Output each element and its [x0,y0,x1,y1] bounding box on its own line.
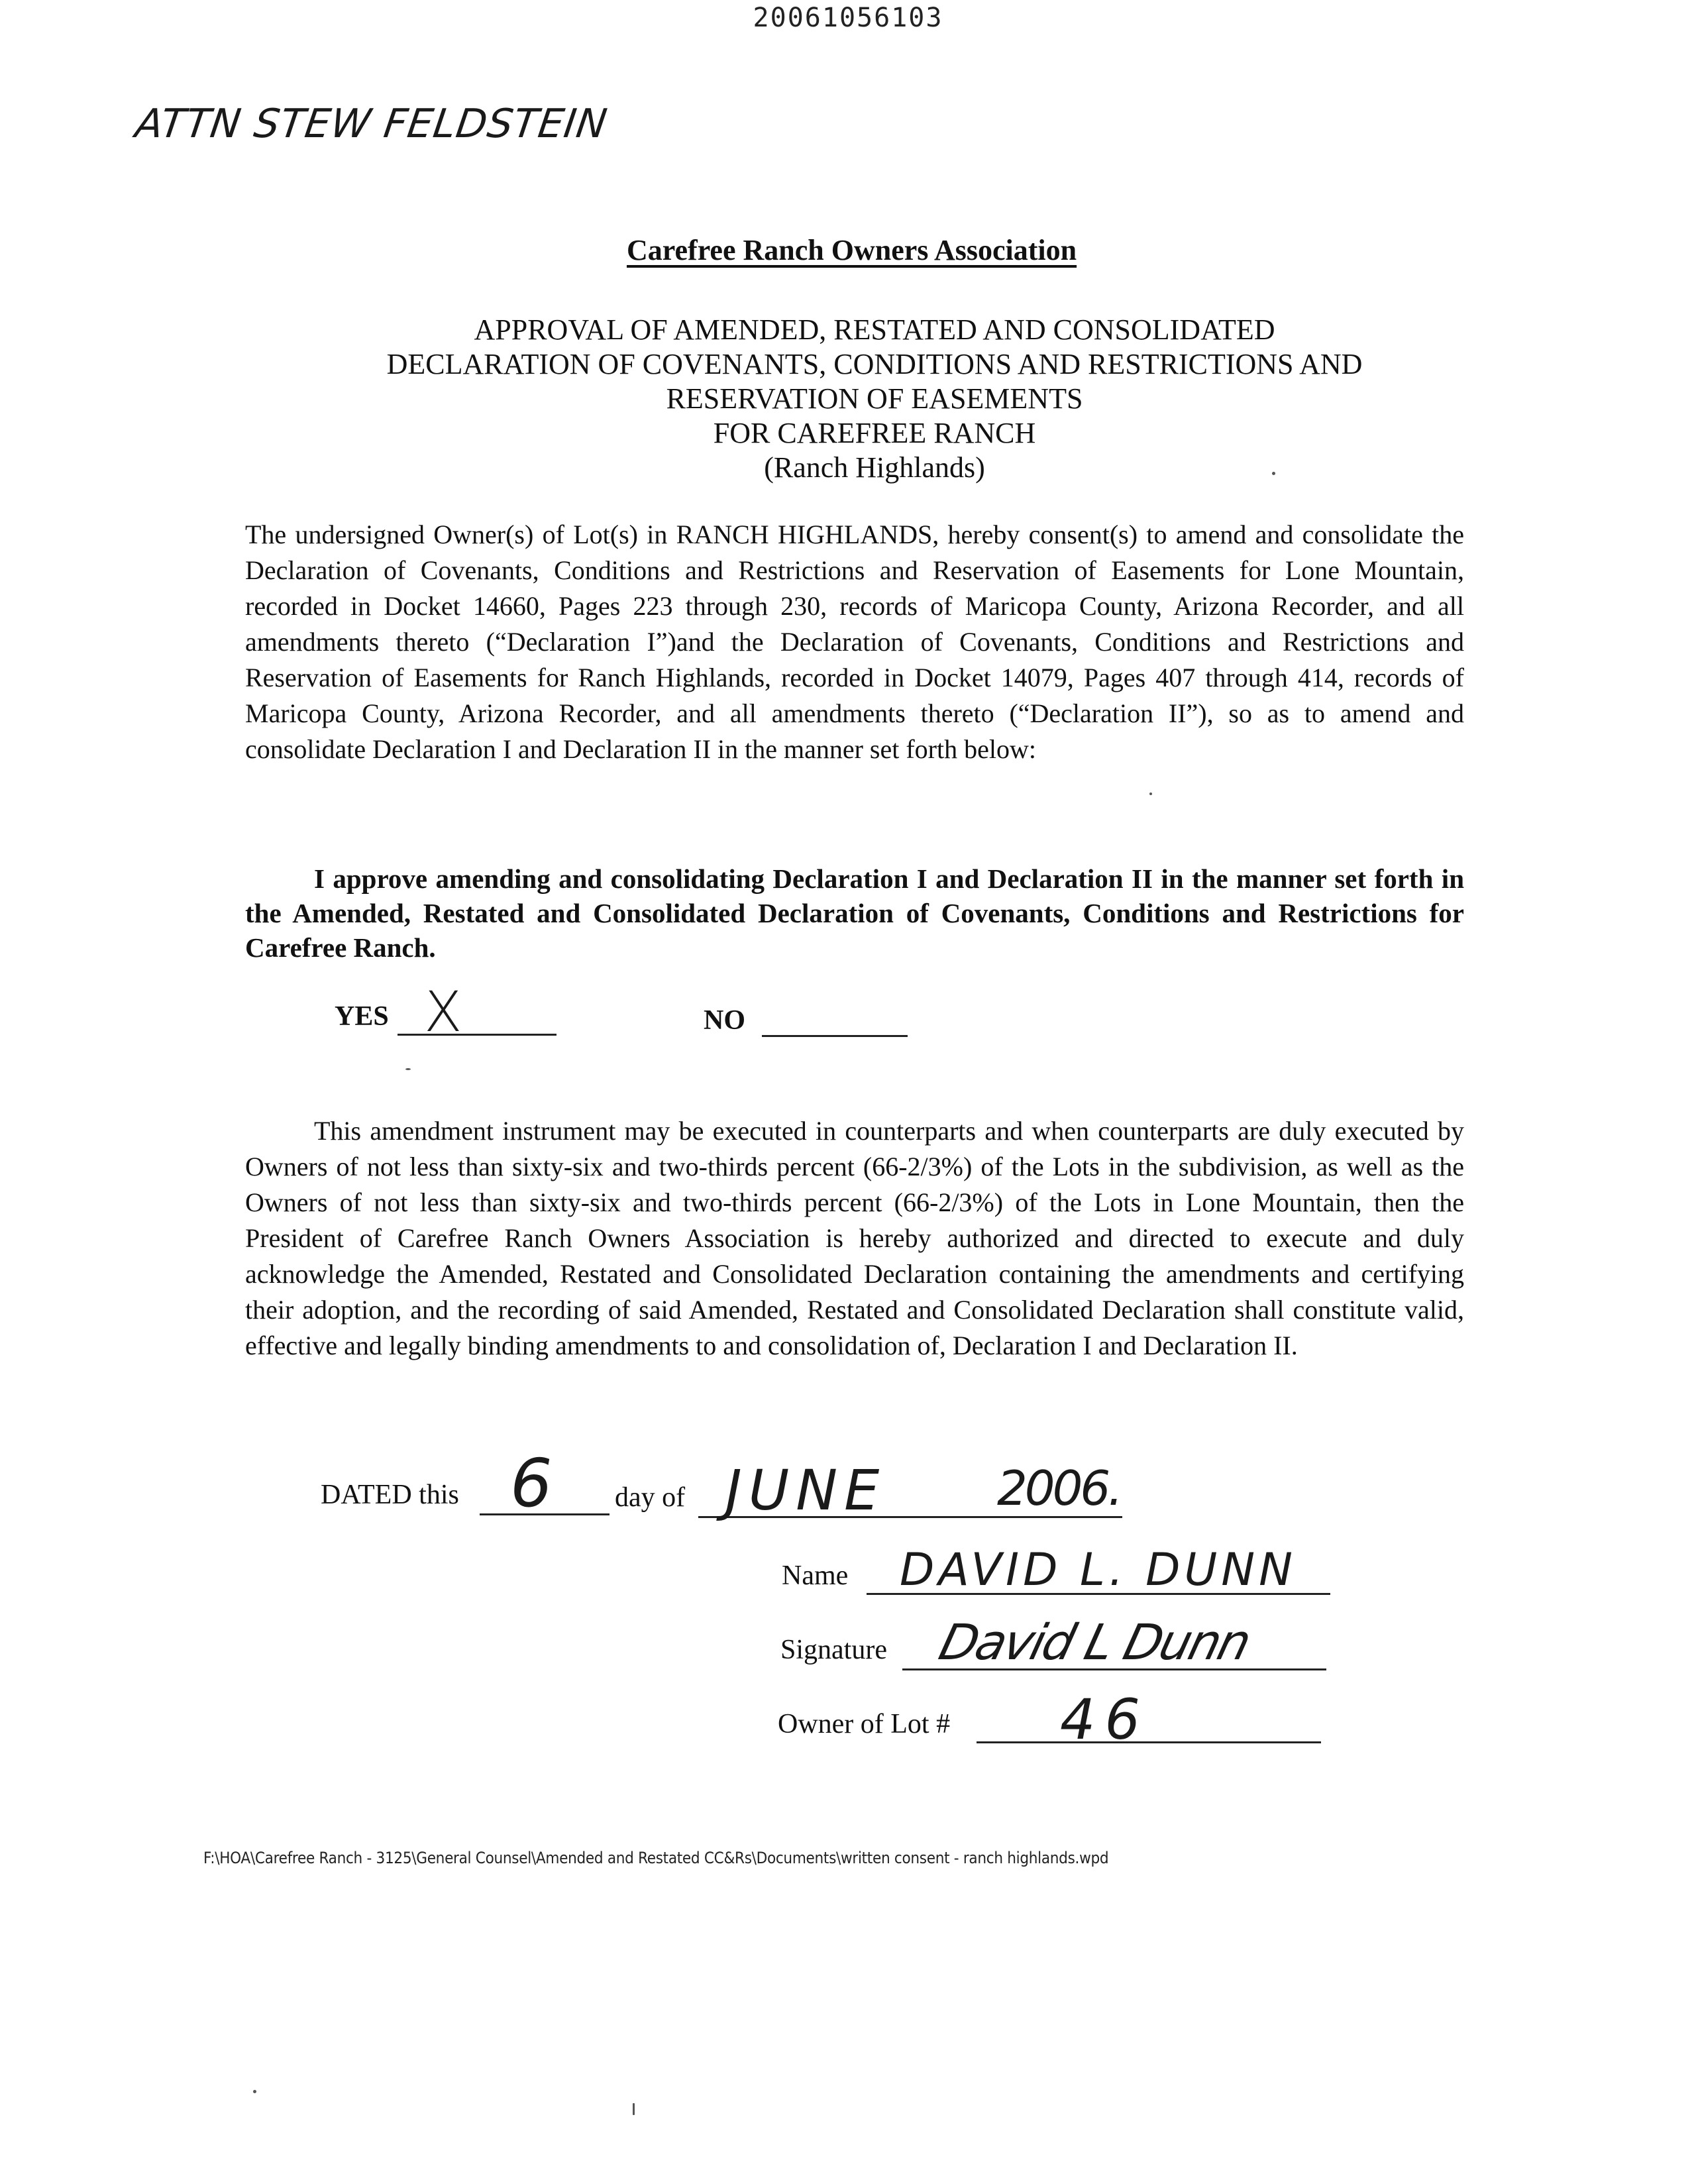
yes-checkmark: X [424,979,462,1044]
title-line-4: FOR CAREFREE RANCH [713,417,1036,449]
association-heading: Carefree Ranch Owners Association [627,234,1077,266]
yes-line[interactable] [398,1034,556,1036]
title-line-1: APPROVAL OF AMENDED, RESTATED AND CONSOLIDATED [474,313,1275,346]
scan-speck [1149,792,1152,795]
day-value: 6 [510,1445,553,1522]
no-line[interactable] [762,1035,908,1037]
no-label: NO [704,1005,745,1036]
scan-speck [253,2090,256,2093]
year-value: 2006. [997,1460,1121,1516]
scan-speck [1272,472,1275,475]
counterparts-paragraph: This amendment instrument may be executed in counterparts and when counterparts are duly executed by Owners of not less than sixty-six and two-thirds percent (66-2/3%) of the Lots in the subdivision, as well as the Owners of not less than sixty-six and two-thirds percent (66-2/3%) of the Lots in Lone Mountain, then the President of Carefree Ranch Owners Association is hereby authorized and directed to execute and duly acknowledge the Amended, Restated and Consolidated Declaration containing the amendments and certifying their adoption, and the recording of said Amended, Restated and Consolidated Declaration shall constitute valid, effective and legally binding amendments to and consolidation of, Declaration I and Declaration II. [245,1116,1464,1360]
footer-file-path: F:\HOA\Carefree Ranch - 3125\General Counsel\Amended and Restated CC&Rs\Documents\written consent - ranch highlands.wpd [203,1849,1109,1867]
yes-label: YES [335,1001,389,1032]
month-value: JUNE [725,1458,886,1523]
document-id-stamp: 20061056103 [753,3,943,33]
dated-label: DATED this [321,1480,459,1510]
approval-statement: I approve amending and consolidating Declaration I and Declaration II in the manner set forth in the Amended, Restated and Consolidated Declaration of Covenants, Conditions and Restrictions for Carefree Ranch. [245,863,1464,963]
scan-speck [405,1068,411,1070]
day-of-label: day of [615,1482,686,1513]
title-line-2: DECLARATION OF COVENANTS, CONDITIONS AND RESTRICTIONS AND [386,348,1363,380]
lot-label: Owner of Lot # [778,1709,951,1739]
signature-value: David L Dunn [933,1614,1255,1671]
signature-label: Signature [780,1635,887,1665]
name-label: Name [782,1560,849,1591]
scan-speck [633,2103,635,2115]
title-line-5: (Ranch Highlands) [764,451,985,484]
lot-value: 46 [1060,1687,1149,1752]
consent-paragraph: The undersigned Owner(s) of Lot(s) in RANCH HIGHLANDS, hereby consent(s) to amend and consolidate the Declaration of Covenants, Conditions and Restrictions and Reservation of Easements for Lone Mountain, recorded in Docket 14660, Pages 223 through 230, records of Maricopa County, Arizona Recorder, and all amendments thereto (“Declaration I”)and the Declaration of Covenants, Conditions and Restrictions and Reservation of Easements for Ranch Highlands, recorded in Docket 14079, Pages 407 through 414, records of Maricopa County, Arizona Recorder, and all amendments thereto (“Declaration II”), so as to amend and consolidate Declaration I and Declaration II in the manner set forth below: [245,519,1464,764]
attn-handwritten-note: ATTN STEW FELDSTEIN [132,101,611,147]
title-line-3: RESERVATION OF EASEMENTS [666,382,1083,415]
name-value: DAVID L. DUNN [900,1544,1297,1596]
